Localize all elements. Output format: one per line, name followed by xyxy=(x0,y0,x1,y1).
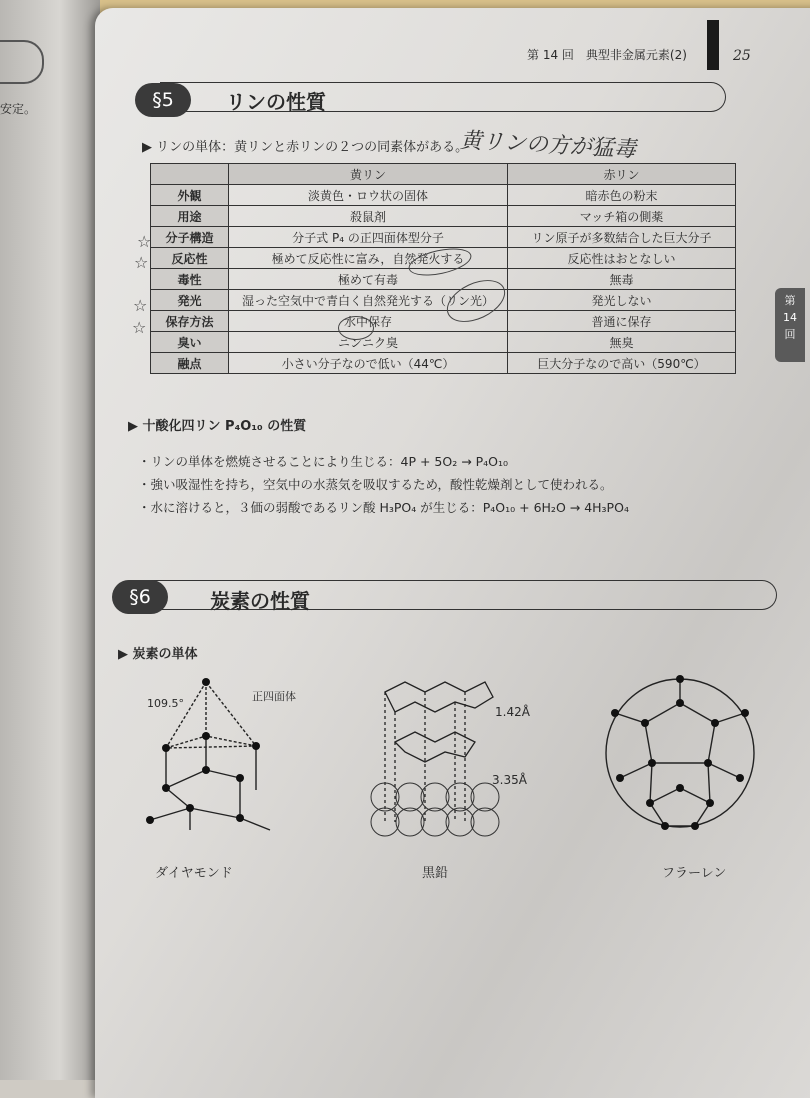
table-row xyxy=(151,311,736,332)
red-cell: 無毒 xyxy=(508,269,736,290)
table-row xyxy=(151,353,736,374)
row-key: 外観 xyxy=(151,185,229,206)
table-row xyxy=(151,206,736,227)
previous-page-text: 安定。 xyxy=(0,102,37,116)
chapter-side-tab xyxy=(775,288,805,362)
star-mark: ☆ xyxy=(134,253,149,272)
header-cell: 赤リン xyxy=(508,164,736,185)
section6-badge: §6 xyxy=(112,580,168,614)
diamond-angle-label: 109.5° xyxy=(147,697,184,710)
p4o10-heading: ▶ 十酸化四リン P₄O₁₀ の性質 xyxy=(128,419,307,434)
yellow-cell: 湿った空気中で青白く自然発光する（リン光） xyxy=(229,290,508,311)
row-key: 毒性 xyxy=(151,269,229,290)
section6-intro: ▶ 炭素の単体 xyxy=(118,647,198,662)
section5-title: リンの性質 xyxy=(226,90,326,114)
yellow-cell: 小さい分子なので低い（44℃） xyxy=(229,353,508,374)
fullerene-caption: フラーレン xyxy=(662,866,727,881)
graphite-caption: 黒鉛 xyxy=(422,866,449,881)
table-row xyxy=(151,185,736,206)
side-tab-label: 第 14 回 xyxy=(783,294,797,341)
star-mark: ☆ xyxy=(133,296,148,315)
table-row xyxy=(151,332,736,353)
red-cell: リン原子が多数結合した巨大分子 xyxy=(508,227,736,248)
header-cell xyxy=(151,164,229,185)
red-cell: 暗赤色の粉末 xyxy=(508,185,736,206)
table-row xyxy=(151,227,736,248)
red-cell: マッチ箱の側薬 xyxy=(508,206,736,227)
p4o10-item: ・リンの単体を燃焼させることにより生じる：4P + 5O₂ → P₄O₁₀ xyxy=(138,454,509,469)
red-cell: 発光しない xyxy=(508,290,736,311)
star-mark: ☆ xyxy=(132,318,147,337)
header-bar xyxy=(707,20,719,70)
section5-intro: ▶ リンの単体：黄リンと赤リンの２つの同素体がある。 xyxy=(142,140,469,155)
row-key: 分子構造 xyxy=(151,227,229,248)
yellow-cell: 極めて反応性に富み，自然発火する xyxy=(229,248,508,269)
diamond-caption: ダイヤモンド xyxy=(155,866,233,881)
yellow-cell: 水中保存 xyxy=(229,311,508,332)
graphite-structure-figure xyxy=(365,672,505,852)
star-mark: ☆ xyxy=(137,232,152,251)
handwritten-note: 黄リンの方が猛毒 xyxy=(459,128,637,163)
previous-page-box xyxy=(0,40,44,84)
yellow-cell: 淡黄色・ロウ状の固体 xyxy=(229,185,508,206)
chapter-header: 第 14 回 典型非金属元素(2) xyxy=(527,48,687,62)
graphite-layer-label: 3.35Å xyxy=(492,773,527,787)
red-cell: 反応性はおとなしい xyxy=(508,248,736,269)
yellow-cell: ニンニク臭 xyxy=(229,332,508,353)
section6-title: 炭素の性質 xyxy=(210,589,310,613)
diamond-shape-label: 正四面体 xyxy=(252,690,296,703)
handwritten-circle xyxy=(338,316,374,340)
row-key: 臭い xyxy=(151,332,229,353)
table-header-row xyxy=(151,164,736,185)
row-key: 保存方法 xyxy=(151,311,229,332)
p4o10-item: ・強い吸湿性を持ち，空気中の水蒸気を吸収するため，酸性乾燥剤として使われる。 xyxy=(138,477,613,492)
row-key: 反応性 xyxy=(151,248,229,269)
header-cell: 黄リン xyxy=(229,164,508,185)
yellow-cell: 殺鼠剤 xyxy=(229,206,508,227)
row-key: 融点 xyxy=(151,353,229,374)
previous-page xyxy=(0,0,100,1080)
row-key: 用途 xyxy=(151,206,229,227)
red-cell: 普通に保存 xyxy=(508,311,736,332)
section5-badge: §5 xyxy=(135,83,191,117)
yellow-cell: 極めて有毒 xyxy=(229,269,508,290)
yellow-cell: 分子式 P₄ の正四面体型分子 xyxy=(229,227,508,248)
red-cell: 巨大分子なので高い（590℃） xyxy=(508,353,736,374)
p4o10-item: ・水に溶けると，３価の弱酸であるリン酸 H₃PO₄ が生じる：P₄O₁₀ + 6H₂O → 4H₃PO₄ xyxy=(138,500,629,515)
graphite-bond-label: 1.42Å xyxy=(495,705,530,719)
red-cell: 無臭 xyxy=(508,332,736,353)
page-number: 25 xyxy=(733,48,751,64)
row-key: 発光 xyxy=(151,290,229,311)
fullerene-structure-figure xyxy=(600,668,760,838)
table-row xyxy=(151,290,736,311)
